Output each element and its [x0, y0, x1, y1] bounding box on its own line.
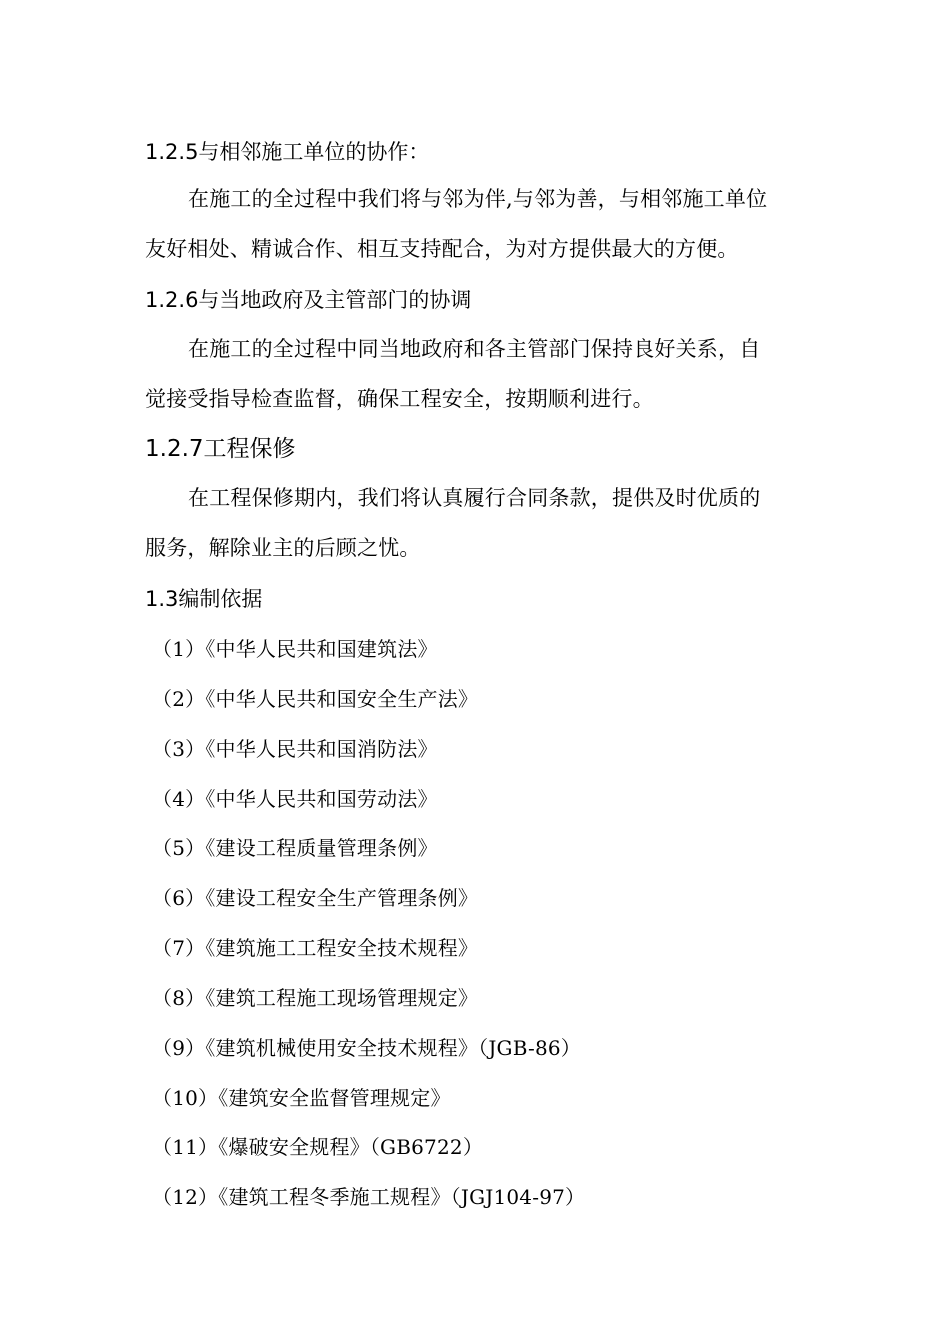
paragraph-line: 觉接受指导检查监督，确保工程安全，按期顺利进行。 — [145, 387, 654, 411]
paragraph-line: 在工程保修期内，我们将认真履行合同条款，提供及时优质的 — [188, 486, 761, 510]
reference-item: （1）《中华人民共和国建筑法》 — [152, 637, 438, 661]
reference-item: （4）《中华人民共和国劳动法》 — [152, 787, 438, 811]
reference-item: （5）《建设工程质量管理条例》 — [152, 836, 438, 860]
paragraph-line: 在施工的全过程中我们将与邻为伴,与邻为善，与相邻施工单位 — [188, 187, 768, 211]
reference-item: （7）《建筑施工工程安全技术规程》 — [152, 936, 479, 960]
reference-item: （11）《爆破安全规程》（GB6722） — [152, 1135, 484, 1159]
paragraph-line: 友好相处、精诚合作、相互支持配合，为对方提供最大的方便。 — [145, 237, 739, 261]
reference-item: （6）《建设工程安全生产管理条例》 — [152, 886, 479, 910]
section-heading-1-2-5: 1.2.5与相邻施工单位的协作： — [145, 140, 430, 164]
reference-item: （9）《建筑机械使用安全技术规程》（JGB-86） — [152, 1036, 581, 1060]
reference-item: （8）《建筑工程施工现场管理规定》 — [152, 986, 479, 1010]
section-heading-1-2-7: 1.2.7工程保修 — [145, 436, 296, 462]
paragraph-line: 服务，解除业主的后顾之忧。 — [145, 536, 421, 560]
section-heading-1-3: 1.3编制依据 — [145, 587, 263, 611]
section-heading-1-2-6: 1.2.6与当地政府及主管部门的协调 — [145, 288, 472, 312]
paragraph-line: 在施工的全过程中同当地政府和各主管部门保持良好关系，自 — [188, 337, 761, 361]
reference-item: （3）《中华人民共和国消防法》 — [152, 737, 438, 761]
reference-item: （12）《建筑工程冬季施工规程》（JGJ104-97） — [152, 1185, 586, 1209]
reference-item: （2）《中华人民共和国安全生产法》 — [152, 687, 479, 711]
reference-item: （10）《建筑安全监督管理规定》 — [152, 1086, 451, 1110]
